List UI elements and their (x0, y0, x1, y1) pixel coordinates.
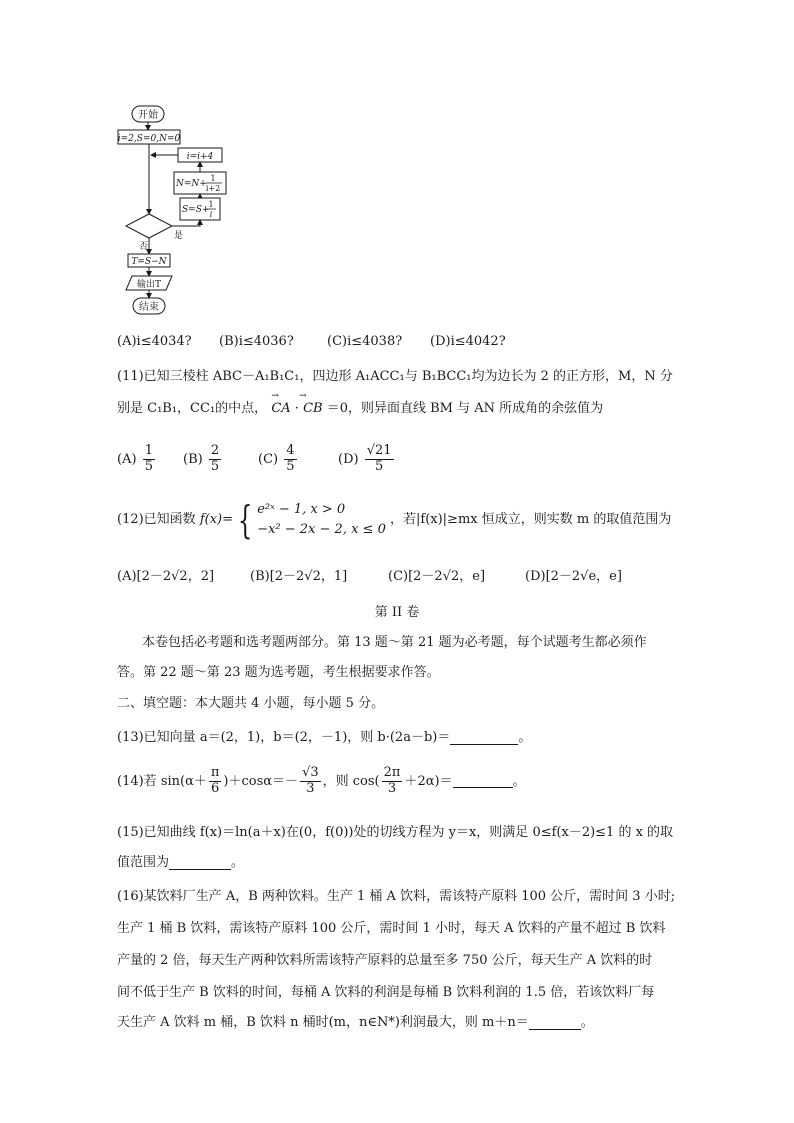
denominator: 5 (374, 458, 384, 474)
answer-blank (453, 774, 513, 788)
part-intro-line1: 本卷包括必考题和选考题两部分。第 13 题～第 21 题为必考题，每个试题考生都必须作 (142, 635, 647, 650)
numerator: √21 (366, 443, 392, 458)
q12-option-a: (A)[2－2√2，2] (117, 569, 215, 584)
q12-line (117, 497, 672, 542)
step-n-num: 1 (210, 174, 216, 183)
numerator: √3 (302, 765, 319, 780)
q11-option-c (258, 444, 299, 475)
q13-line (117, 731, 531, 745)
case-2: −x² − 2x − 2, x ≤ 0 (257, 521, 386, 537)
case-1: e²ˣ − 1, x > 0 (257, 502, 346, 517)
start-label: 开始 (138, 110, 158, 121)
end-label: 结束 (139, 302, 159, 313)
q16-line2: 生产 1 桶 B 饮料，需该特产原料 100 公斤，需时间 1 小时，每天 A 饮料的产量不超过 B 饮料 (117, 921, 666, 936)
q15-line2 (117, 856, 244, 870)
denominator: 3 (387, 780, 397, 796)
flowchart (110, 100, 240, 322)
part-intro-line2: 答。第 22 题～第 23 题为选考题，考生根据要求作答。 (117, 665, 440, 680)
answer-blank (450, 731, 518, 745)
q11-opt-c-label: (C) (258, 451, 279, 467)
denominator: 5 (286, 458, 295, 474)
fraction (209, 766, 222, 797)
numerator: 2 (210, 443, 220, 458)
q11-line2-end: ＝0，则异面直线 BM 与 AN 所成角的余弦值为 (326, 401, 604, 416)
flowchart-svg (110, 100, 240, 322)
q10-option-a: (A)i≤4034? (117, 334, 192, 349)
vector-ca-label: CA (271, 401, 291, 416)
no-label: 否 (139, 242, 149, 252)
step-n-prefix: N=N+ (176, 179, 207, 189)
q12-option-b: (B)[2－2√2，1] (250, 569, 348, 584)
numerator: 2π (383, 765, 401, 780)
denominator: 5 (210, 458, 220, 474)
vector-arrow-icon: → (271, 391, 279, 401)
denominator: 6 (211, 780, 220, 796)
step-s-den: i (209, 210, 213, 219)
step-s-prefix: S=S+ (182, 205, 210, 215)
q12-prefix: (12)已知函数 (117, 512, 196, 527)
dot-operator: · (294, 401, 299, 416)
fraction (284, 444, 296, 475)
period: 。 (231, 855, 245, 870)
q15-line2-text: 值范围为 (117, 855, 170, 870)
answer-blank (169, 856, 231, 870)
q11-opt-d-label: (D) (338, 451, 359, 467)
section-heading: 二、填空题：本大题共 4 小题，每小题 5 分。 (117, 696, 385, 711)
fraction (365, 444, 394, 475)
q11-line2 (117, 391, 604, 416)
decision-diamond (126, 214, 172, 238)
q12-suffix: ，若|f(x)|≥mx 恒成立，则实数 m 的取值范围为 (390, 512, 672, 527)
q11-option-a (117, 444, 157, 475)
q11-option-d (338, 444, 396, 475)
compute-label: T=S−N (131, 257, 167, 267)
numerator: π (210, 765, 220, 780)
q14-part-c: ，则 cos( (322, 773, 380, 789)
vector-ca (271, 391, 294, 416)
q14-part-b: )＋cosα＝－ (223, 773, 299, 789)
q14-part-a: (14)若 sin(α＋ (117, 773, 207, 789)
q16-line5-text: 天生产 A 饮料 m 桶，B 饮料 n 桶时(m，n∈N*)利润最大，则 m＋n＝ (117, 1015, 529, 1030)
yes-label: 是 (174, 231, 184, 241)
q16-line1: (16)某饮料厂生产 A，B 两种饮料。生产 1 桶 A 饮料，需该特产原料 100 公斤，需时间 3 小时; (117, 889, 676, 904)
piecewise (257, 500, 386, 539)
q14-line (117, 766, 526, 797)
q10-option-b: (B)i≤4036? (219, 334, 294, 349)
q14-part-d: ＋2α)＝ (404, 773, 453, 789)
step-i-label: i=i+4 (186, 152, 214, 162)
q13-text: (13)已知向量 a＝(2，1)，b＝(2，－1)，则 b·(2a－b)＝ (117, 730, 451, 745)
step-s-num: 1 (208, 200, 214, 209)
denominator: 3 (306, 780, 315, 796)
q12-option-d: (D)[2－2√e，e] (525, 569, 622, 584)
output-label: 输出T (136, 280, 162, 290)
q16-line4: 间不低于生产 B 饮料的时间，每桶 A 饮料的利润是每桶 B 饮料利润的 1.5 倍，若该饮料厂每 (117, 985, 655, 1000)
period: 。 (518, 730, 532, 745)
q12-option-c: (C)[2－2√2，e] (388, 569, 486, 584)
fraction (209, 444, 221, 475)
q11-opt-b-label: (B) (183, 451, 203, 467)
q10-option-c: (C)i≤4038? (327, 334, 403, 349)
q10-option-d: (D)i≤4042? (430, 334, 506, 349)
q11-line1: (11)已知三棱柱 ABC－A₁B₁C₁，四边形 A₁ACC₁与 B₁BCC₁均为边长为 2 的正方形，M，N 分 (117, 369, 673, 384)
fraction (143, 444, 155, 475)
q16-line3: 产量的 2 倍，每天生产两种饮料所需该特产原料的总量至多 750 公斤，每天生产 A 饮料的时 (117, 953, 653, 968)
vector-cb (298, 391, 327, 416)
fraction (300, 766, 321, 797)
q15-line1: (15)已知曲线 f(x)＝ln(a＋x)在(0，f(0))处的切线方程为 y＝x，则满足 0≤f(x－2)≤1 的 x 的取 (117, 825, 674, 840)
vector-arrow-icon: → (298, 391, 307, 401)
q11-opt-a-label: (A) (117, 451, 137, 467)
q12-fx: f(x)= (199, 512, 234, 527)
answer-blank (529, 1016, 581, 1030)
numerator: 1 (144, 443, 153, 458)
q11-option-b (183, 444, 223, 475)
step-n-den: i+2 (205, 184, 221, 193)
q16-line5 (117, 1016, 594, 1030)
period: 。 (512, 773, 526, 789)
q11-line2-start: 别是 C₁B₁，CC₁的中点， (117, 401, 268, 416)
period: 。 (580, 1015, 594, 1030)
part-title: 第 II 卷 (374, 605, 420, 620)
init-label: i=2,S=0,N=0 (117, 134, 181, 144)
numerator: 4 (286, 443, 295, 458)
fraction (382, 766, 403, 797)
brace-icon: { (237, 497, 253, 542)
vector-cb-label: CB (303, 401, 323, 416)
denominator: 5 (144, 458, 153, 474)
